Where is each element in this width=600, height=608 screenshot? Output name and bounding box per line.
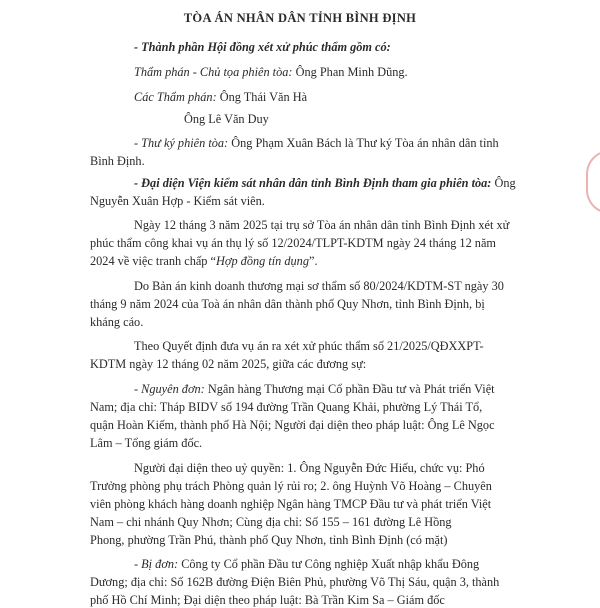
document-line — [134, 40, 391, 55]
text-run: Nam – chi nhánh Quy Nhơn; Cùng địa chỉ: Số 155 – 161 đường Lê Hồng — [90, 515, 452, 529]
document-line — [134, 339, 484, 354]
text-run: Ngân hàng Thương mại Cổ phần Đầu tư và Phát triển Việt — [207, 382, 495, 396]
text-run: Ngày 12 tháng 3 năm 2025 tại trụ sở Tòa án nhân dân tỉnh Bình Định xét xử — [134, 218, 510, 232]
text-run: phố Hồ Chí Minh; Đại diện theo pháp luật: Bà Trần Kim Sa – Giám đốc — [90, 593, 445, 607]
document-line — [90, 418, 495, 433]
text-run: Dương; địa chỉ: Số 162B đường Điện Biên Phủ, phường Võ Thị Sáu, quận 3, thành — [90, 575, 500, 589]
text-run: Người đại diện theo uỷ quyền: 1. Ông Nguyễn Đức Hiếu, chức vụ: Phó — [134, 461, 485, 475]
court-title: TÒA ÁN NHÂN DÂN TỈNH BÌNH ĐỊNH — [183, 11, 417, 25]
document-line — [90, 575, 499, 590]
text-run: - Đại diện Viện kiểm sát nhân dân tỉnh Bình Định tham gia phiên tòa: — [134, 176, 495, 190]
document-line — [134, 65, 408, 80]
text-run: phúc thẩm công khai vụ án thụ lý số 12/2024/TLPT-KDTM ngày 24 tháng 12 năm — [90, 236, 496, 250]
text-run: Ông Thái Văn Hà — [219, 90, 308, 104]
document-line — [90, 593, 445, 608]
text-run: Phong, phường Trần Phú, thành phố Quy Nhơn, tỉnh Bình Định (có mặt) — [90, 533, 448, 547]
text-run: Trưởng phòng phụ trách Phòng quản lý rủi ro; 2. ông Huỳnh Võ Hoàng – Chuyên — [90, 479, 492, 493]
document-line — [90, 357, 366, 372]
text-run: - Thư ký phiên tòa: — [134, 136, 232, 150]
text-run: 2024 về việc tranh chấp “ — [90, 254, 216, 268]
text-run: Lâm – Tổng giám đốc. — [90, 436, 203, 450]
text-run: - Nguyên đơn: — [134, 382, 208, 396]
document-line — [90, 479, 492, 494]
text-run: Thẩm phán - Chủ tọa phiên tòa: — [134, 65, 296, 79]
text-run: Ông — [494, 176, 516, 190]
text-run: viên phòng khách hàng doanh nghiệp Ngân hàng TMCP Đầu tư và phát triển Việt — [90, 497, 492, 511]
document-line — [134, 136, 499, 151]
text-run: Ông Phạm Xuân Bách là Thư ký Tòa án nhân dân tỉnh — [231, 136, 499, 150]
document-line — [90, 236, 496, 251]
text-run: KDTM ngày 12 tháng 02 năm 2025, giữa các đương sự: — [90, 357, 367, 371]
text-run: Ông Phan Minh Dũng. — [295, 65, 408, 79]
text-run: Hợp đồng tín dụng — [216, 254, 309, 268]
document-line — [134, 461, 485, 476]
text-run: ”. — [308, 254, 318, 268]
document-line — [134, 218, 509, 233]
text-run: - Bị đơn: — [134, 557, 182, 571]
text-run: kháng cáo. — [90, 315, 144, 329]
document-line — [134, 176, 516, 191]
document-line — [90, 254, 318, 269]
document-line — [134, 279, 504, 294]
text-run: Ông Lê Văn Duy — [184, 112, 269, 126]
text-run: Theo Quyết định đưa vụ án ra xét xử phúc thẩm số 21/2025/QĐXXPT- — [134, 339, 484, 353]
text-run: Nguyễn Xuân Hợp - Kiểm sát viên. — [90, 194, 265, 208]
document-line — [134, 382, 495, 397]
document-line — [90, 515, 452, 530]
document-line — [90, 400, 482, 415]
text-run: - Thành phần Hội đồng xét xử phúc thẩm gồm có: — [134, 40, 391, 54]
text-run: Các Thẩm phán: — [134, 90, 220, 104]
document-line — [90, 533, 448, 548]
document-line — [90, 194, 265, 209]
document-line — [90, 315, 143, 330]
document-line — [184, 112, 269, 127]
text-run: tháng 9 năm 2024 của Toà án nhân dân thành phố Quy Nhơn, tỉnh Bình Định, bị — [90, 297, 485, 311]
text-run: Nam; địa chỉ: Tháp BIDV số 194 đường Trần Quang Khải, phường Lý Thái Tổ, — [90, 400, 483, 414]
text-run: Công ty Cổ phần Đầu tư Công nghiệp Xuất nhập khẩu Đông — [181, 557, 480, 571]
document-line — [90, 436, 202, 451]
document-line — [90, 497, 491, 512]
text-run: Do Bản án kinh doanh thương mại sơ thẩm số 80/2024/KDTM-ST ngày 30 — [134, 279, 504, 293]
document-line — [134, 557, 479, 572]
red-seal-stamp — [586, 150, 600, 214]
document-line — [134, 90, 307, 105]
text-run: quận Hoàn Kiếm, thành phố Hà Nội; Người đại diện theo pháp luật: Ông Lê Ngọc — [90, 418, 495, 432]
document-line — [90, 154, 145, 169]
text-run: Bình Định. — [90, 154, 145, 168]
document-line — [90, 297, 485, 312]
